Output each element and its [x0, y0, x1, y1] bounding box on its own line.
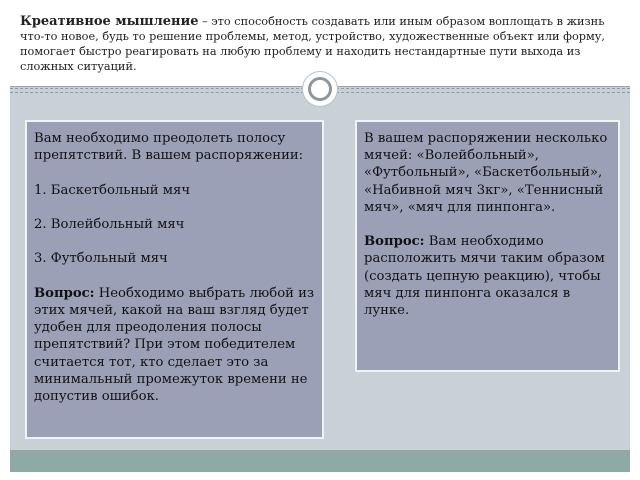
right-question-text: Вам необходимо расположить мячи таким образом (создать цепную реакцию), чтобы мяч для пинпонга оказался в лунке.: [364, 234, 605, 319]
left-intro: Вам необходимо преодолеть полосу препятствий. В вашем распоряжении:: [34, 131, 304, 164]
right-question: [364, 233, 611, 319]
right-intro: В вашем распоряжении несколько мячей: «Волейбольный», «Футбольный», «Баскетбольный», «Набивной мяч 3кг», «Теннисный мяч», «мяч для пинпонга».: [364, 131, 608, 215]
definition-body: – это способность создавать или иным образом воплощать в жизнь что-то новое, будь то решение проблемы, метод, устройство, художественные объект или форму, помогает быстро реагировать на любую проблему и находить нестандартные пути выхода из сложных ситуаций.: [20, 15, 606, 73]
task-box-left: [25, 120, 324, 439]
slide-footer-bar: [10, 450, 630, 472]
task-box-right: [355, 120, 620, 372]
right-question-label: Вопрос:: [364, 234, 425, 250]
left-item-1: 1. Баскетбольный мяч: [34, 182, 191, 198]
left-item-3: 3. Футбольный мяч: [34, 251, 168, 267]
slide: [10, 6, 630, 472]
left-question-label: Вопрос:: [34, 285, 95, 301]
left-question-text: Необходимо выбрать любой из этих мячей, какой на ваш взгляд будет удобен для преодоления полосы препятствий? При этом победителем считается тот, кто сделает это за минимальный промежуток времени не допустив ошибок.: [34, 285, 315, 404]
definition-text: [20, 14, 620, 74]
left-item-2: 2. Волейбольный мяч: [34, 216, 185, 232]
ring-ornament-icon: [302, 71, 338, 107]
left-question: [34, 285, 315, 405]
definition-term: Креативное мышление: [20, 14, 199, 29]
